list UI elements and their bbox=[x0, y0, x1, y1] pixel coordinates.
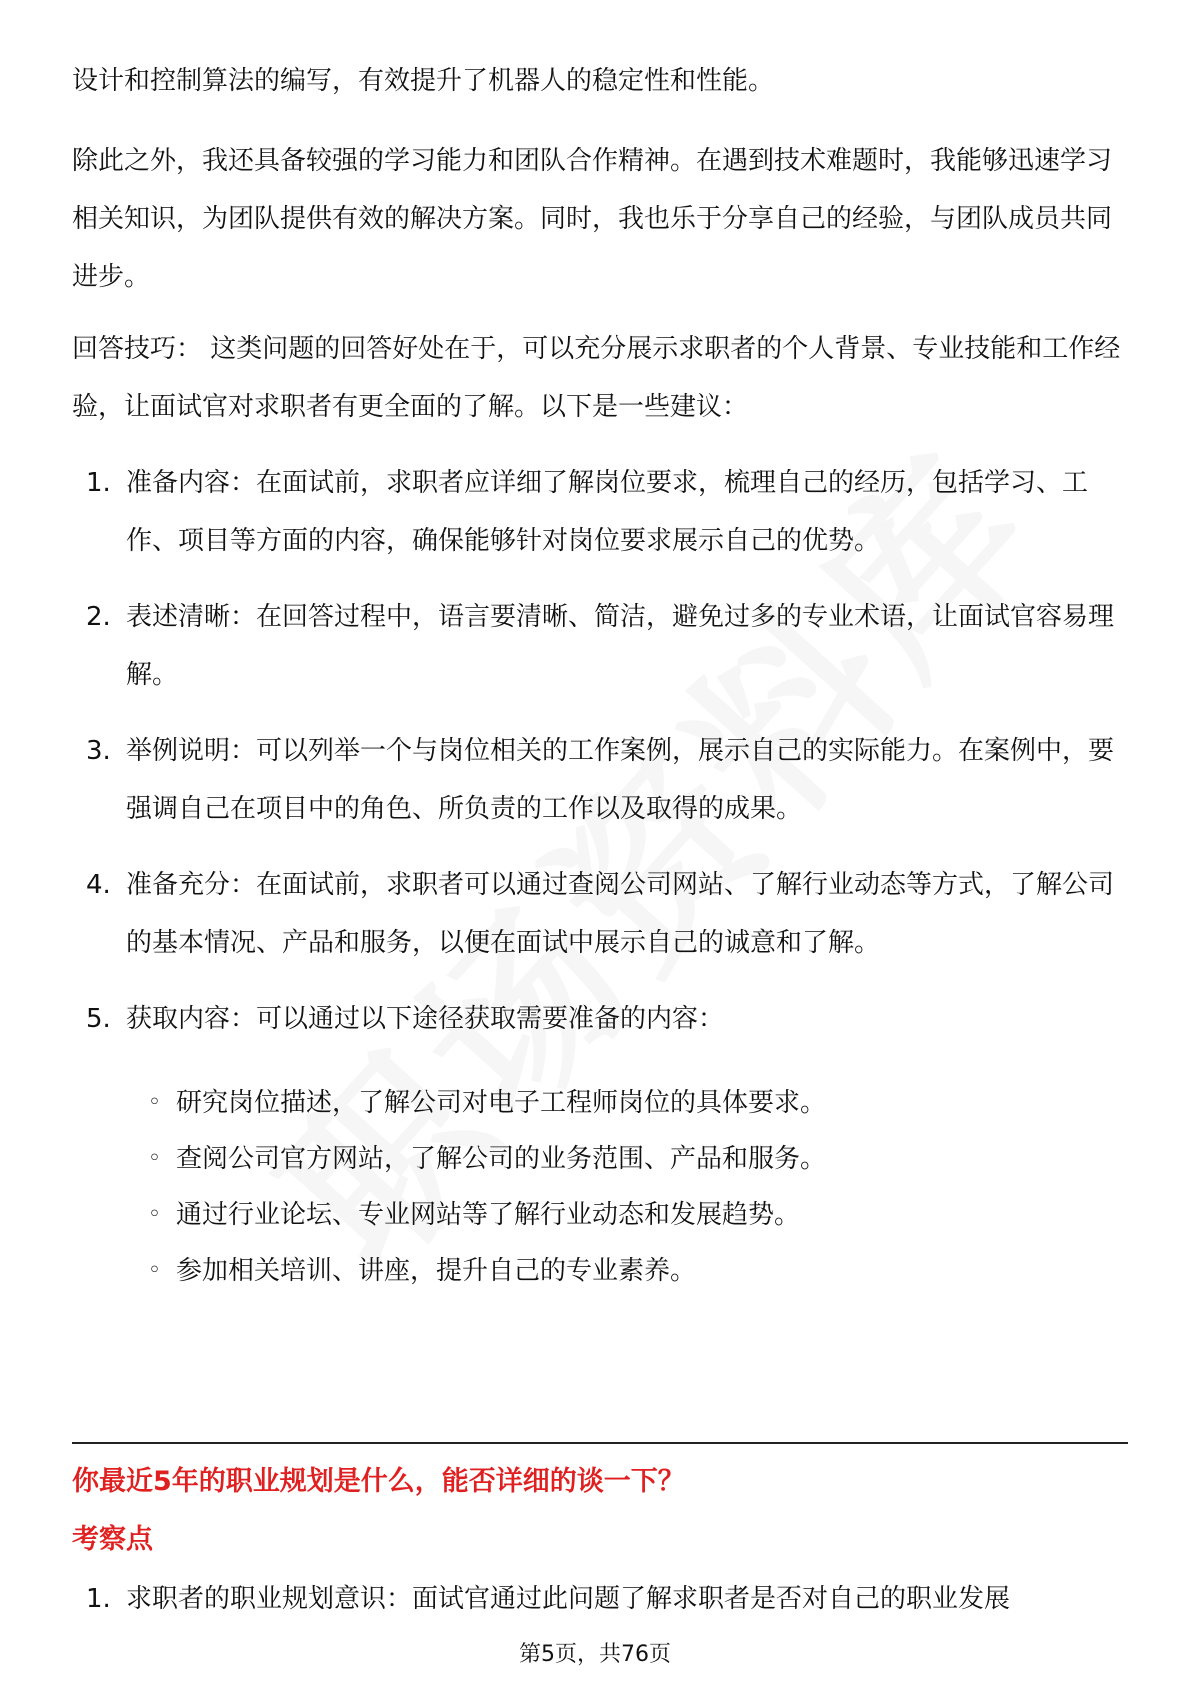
list-item bbox=[72, 856, 1122, 972]
list-item-number: 3. bbox=[86, 736, 111, 766]
list-item-text: 求职者的职业规划意识：面试官通过此问题了解求职者是否对自己的职业发展 bbox=[126, 1584, 1011, 1614]
list-item-text: 表述清晰：在回答过程中，语言要清晰、简洁，避免过多的专业术语，让面试官容易理解。 bbox=[126, 602, 1115, 690]
list-item-number: 4. bbox=[86, 870, 111, 900]
bullet-symbol: ◦ bbox=[148, 1146, 161, 1171]
list-item bbox=[72, 722, 1122, 838]
list-item-number: 1. bbox=[86, 1584, 111, 1614]
list-item-text: 获取内容：可以通过以下途径获取需要准备的内容： bbox=[126, 1004, 725, 1034]
section-subheading: 考察点 bbox=[72, 1524, 153, 1555]
question-heading: 你最近5年的职业规划是什么，能否详细的谈一下？ bbox=[72, 1466, 685, 1497]
list-item-text: 举例说明：可以列举一个与岗位相关的工作案例，展示自己的实际能力。在案例中，要强调自己在项目中的角色、所负责的工作以及取得的成果。 bbox=[126, 736, 1115, 824]
bullet-item bbox=[148, 1074, 1098, 1132]
bullet-item bbox=[148, 1130, 1098, 1188]
list-item bbox=[72, 588, 1122, 704]
list-item bbox=[72, 1570, 1122, 1628]
paragraph-learning-ability: 除此之外，我还具备较强的学习能力和团队合作精神。在遇到技术难题时，我能够迅速学习相关知识，为团队提供有效的解决方案。同时，我也乐于分享自己的经验，与团队成员共同进步。 bbox=[72, 146, 1113, 292]
section-divider bbox=[72, 1442, 1128, 1444]
paragraph-intro-end: 设计和控制算法的编写，有效提升了机器人的稳定性和性能。 bbox=[72, 66, 775, 96]
bullet-symbol: ◦ bbox=[148, 1258, 161, 1283]
bullet-item-text: 查阅公司官方网站，了解公司的业务范围、产品和服务。 bbox=[176, 1144, 827, 1174]
list-item bbox=[72, 454, 1122, 570]
bullet-item-text: 研究岗位描述，了解公司对电子工程师岗位的具体要求。 bbox=[176, 1088, 827, 1118]
list-item-text: 准备内容：在面试前，求职者应详细了解岗位要求，梳理自己的经历，包括学习、工作、项目等方面的内容，确保能够针对岗位要求展示自己的优势。 bbox=[126, 468, 1089, 556]
list-item-number: 1. bbox=[86, 468, 111, 498]
bullet-symbol: ◦ bbox=[148, 1090, 161, 1115]
list-item-number: 5. bbox=[86, 1004, 111, 1034]
bullet-item-text: 通过行业论坛、专业网站等了解行业动态和发展趋势。 bbox=[176, 1200, 801, 1230]
list-item bbox=[72, 990, 1122, 1048]
list-item-number: 2. bbox=[86, 602, 111, 632]
bullet-item bbox=[148, 1242, 1098, 1300]
paragraph-answer-tips: 回答技巧： 这类问题的回答好处在于，可以充分展示求职者的个人背景、专业技能和工作经验，让面试官对求职者有更全面的了解。以下是一些建议： bbox=[72, 334, 1121, 422]
page-footer: 第5页，共76页 bbox=[519, 1642, 671, 1667]
bullet-symbol: ◦ bbox=[148, 1202, 161, 1227]
list-item-text: 准备充分：在面试前，求职者可以通过查阅公司网站、了解行业动态等方式，了解公司的基本情况、产品和服务，以便在面试中展示自己的诚意和了解。 bbox=[126, 870, 1115, 958]
bullet-item-text: 参加相关培训、讲座，提升自己的专业素养。 bbox=[176, 1256, 697, 1286]
bullet-item bbox=[148, 1186, 1098, 1244]
